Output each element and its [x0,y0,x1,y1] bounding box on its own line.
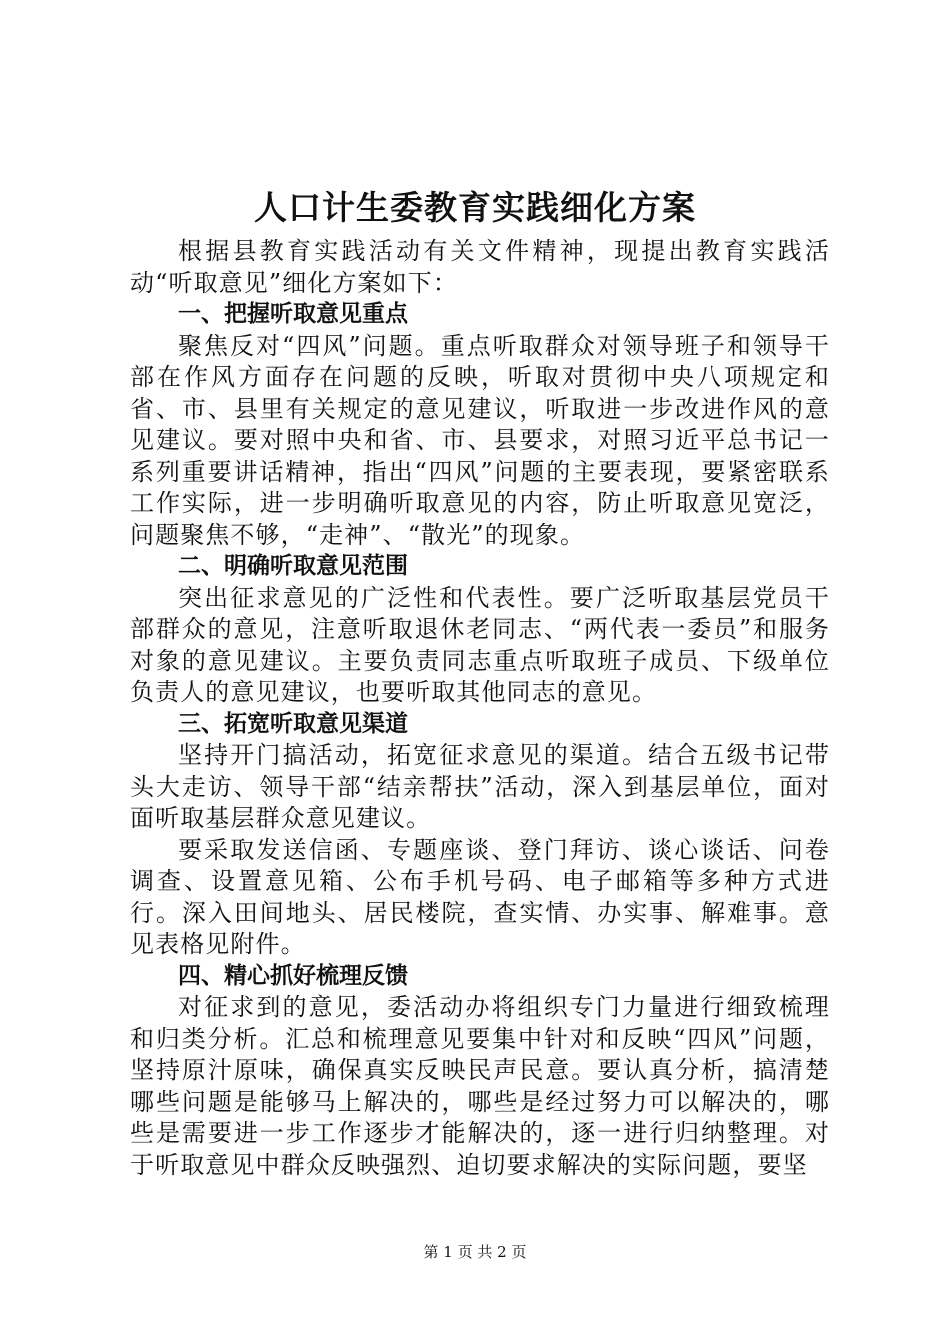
section-2 [130,551,830,709]
section-paragraph: 坚持开门搞活动，拓宽征求意见的渠道。结合五级书记带头大走访、领导干部“结亲帮扶”活动，深入到基层单位，面对面听取基层群众意见建议。 [130,741,830,832]
section-paragraph: 要采取发送信函、专题座谈、登门拜访、谈心谈话、问卷调查、设置意见箱、公布手机号码、电子邮箱等多种方式进行。深入田间地头、居民楼院，查实情、办实事、解难事。意见表格见附件。 [130,835,830,958]
section-1 [130,299,830,551]
intro-paragraph: 根据县教育实践活动有关文件精神，现提出教育实践活动“听取意见”细化方案如下： [130,237,830,297]
section-paragraph: 对征求到的意见，委活动办将组织专门力量进行细致梳理和归类分析。汇总和梳理意见要集中针对和反映“四风”问题，坚持原汁原味，确保真实反映民声民意。要认真分析，搞清楚哪些问题是能够马上解决的，哪些是经过努力可以解决的，哪些是需要进一步工作逐步才能解决的，逐一进行归纳整理。对于听取意见中群众反映强烈、迫切要求解决的实际问题，要坚 [130,993,830,1179]
section-heading: 三、拓宽听取意见渠道 [178,710,408,737]
document-title: 人口计生委教育实践细化方案 [254,188,696,227]
section-3 [130,709,830,961]
section-heading: 一、把握听取意见重点 [178,301,408,327]
document-body [130,236,830,1181]
section-heading: 四、精心抓好梳理反馈 [178,962,408,989]
section-heading: 二、明确听取意见范围 [178,553,408,579]
page-number-footer: 第 1 页 共 2 页 [423,1243,527,1261]
section-4 [130,961,830,1182]
section-paragraph: 聚焦反对“四风”问题。重点听取群众对领导班子和领导干部在作风方面存在问题的反映，听取对贯彻中央八项规定和省、市、县里有关规定的意见建议，听取进一步改进作风的意见建议。要对照中央和省、市、县要求，对照习近平总书记一系列重要讲话精神，指出“四风”问题的主要表现，要紧密联系工作实际，进一步明确听取意见的内容，防止听取意见宽泛，问题聚焦不够，“走神”、“散光”的现象。 [130,331,830,549]
section-paragraph: 突出征求意见的广泛性和代表性。要广泛听取基层党员干部群众的意见，注意听取退休老同志、“两代表一委员”和服务对象的意见建议。主要负责同志重点听取班子成员、下级单位负责人的意见建议，也要听取其他同志的意见。 [130,583,830,706]
